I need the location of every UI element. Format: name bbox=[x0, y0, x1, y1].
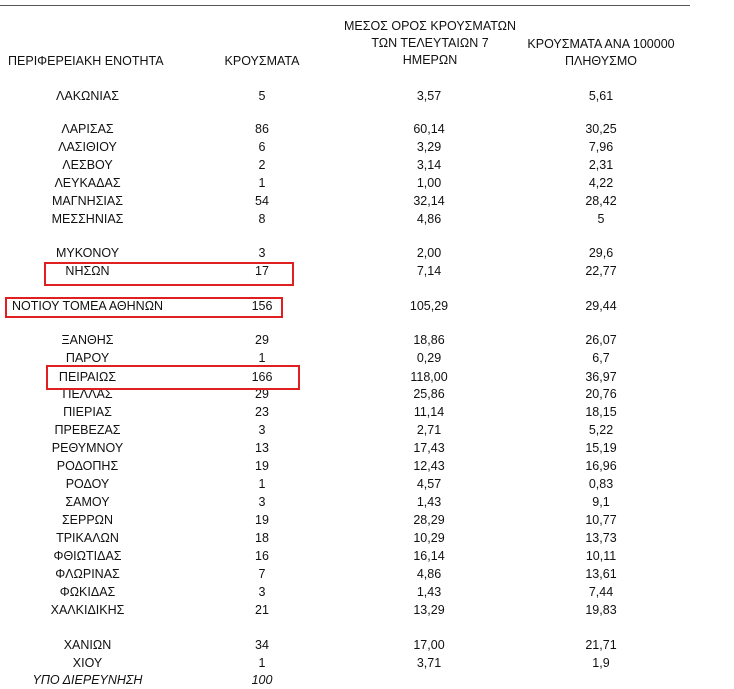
region-cell: ΦΛΩΡΙΝΑΣ bbox=[55, 567, 120, 581]
per100k-cell: 0,83 bbox=[588, 477, 614, 491]
per100k-cell: 5,22 bbox=[588, 423, 614, 437]
cases-cell: 86 bbox=[255, 122, 269, 136]
region-cell: ΣΕΡΡΩΝ bbox=[61, 513, 114, 527]
region-cell: ΥΠΟ ΔΙΕΡΕΥΝΗΣΗ bbox=[32, 673, 143, 687]
table-row bbox=[0, 602, 734, 619]
region-cell: ΠΙΕΡΙΑΣ bbox=[63, 405, 112, 419]
region-cell: ΡΟΔΟΠΗΣ bbox=[56, 459, 119, 473]
table-row bbox=[0, 88, 734, 105]
cases-cell: 29 bbox=[255, 333, 269, 347]
per100k-cell: 29,44 bbox=[585, 299, 617, 313]
region-cell: ΧΑΛΚΙΔΙΚΗΣ bbox=[50, 603, 125, 617]
header-cases: ΚΡΟΥΣΜΑΤΑ bbox=[224, 54, 300, 68]
per100k-cell: 15,19 bbox=[585, 441, 617, 455]
cases-cell: 18 bbox=[255, 531, 269, 545]
cases-cell: 1 bbox=[258, 176, 266, 190]
avg7-cell: 10,29 bbox=[413, 531, 445, 545]
header-avg7 bbox=[335, 18, 525, 69]
per100k-cell: 20,76 bbox=[585, 387, 617, 401]
cases-cell: 1 bbox=[258, 351, 266, 365]
per100k-cell: 1,9 bbox=[592, 656, 610, 670]
table-row bbox=[0, 332, 734, 349]
cases-cell: 3 bbox=[258, 423, 266, 437]
cases-cell: 34 bbox=[255, 638, 269, 652]
table-row bbox=[0, 422, 734, 439]
per100k-cell: 26,07 bbox=[585, 333, 617, 347]
table-row bbox=[0, 139, 734, 156]
cases-cell: 19 bbox=[255, 459, 269, 473]
avg7-cell: 3,57 bbox=[416, 89, 442, 103]
table-row bbox=[0, 637, 734, 654]
table-row bbox=[0, 512, 734, 529]
per100k-cell: 9,1 bbox=[592, 495, 610, 509]
per100k-cell: 10,11 bbox=[585, 549, 617, 563]
avg7-cell: 0,29 bbox=[416, 351, 442, 365]
region-cell: ΠΕΙΡΑΙΩΣ bbox=[58, 370, 117, 384]
region-cell: ΠΑΡΟΥ bbox=[65, 351, 110, 365]
avg7-cell: 25,86 bbox=[413, 387, 445, 401]
cases-cell: 29 bbox=[255, 387, 269, 401]
avg7-cell: 2,71 bbox=[416, 423, 442, 437]
cases-cell: 1 bbox=[258, 656, 266, 670]
avg7-cell: 16,14 bbox=[413, 549, 445, 563]
avg7-cell: 7,14 bbox=[416, 264, 442, 278]
region-cell: ΝΗΣΩΝ bbox=[65, 264, 110, 278]
cases-cell: 3 bbox=[258, 585, 266, 599]
cases-cell: 19 bbox=[255, 513, 269, 527]
cases-cell: 3 bbox=[258, 246, 266, 260]
table-row bbox=[0, 157, 734, 174]
cases-cell: 5 bbox=[258, 89, 266, 103]
table-row bbox=[0, 245, 734, 262]
highlight-box-nison bbox=[44, 262, 294, 286]
per100k-cell: 28,42 bbox=[585, 194, 617, 208]
cases-cell: 23 bbox=[255, 405, 269, 419]
avg7-cell: 4,86 bbox=[416, 567, 442, 581]
header-avg7-line3: ΗΜΕΡΩΝ bbox=[402, 53, 458, 67]
region-cell: ΦΘΙΩΤΙΔΑΣ bbox=[53, 549, 122, 563]
avg7-cell: 60,14 bbox=[413, 122, 445, 136]
avg7-cell: 1,43 bbox=[416, 495, 442, 509]
table-row bbox=[0, 211, 734, 228]
table-row bbox=[0, 494, 734, 511]
avg7-cell: 118,00 bbox=[410, 370, 448, 384]
region-cell: ΛΑΚΩΝΙΑΣ bbox=[56, 89, 119, 103]
per100k-cell: 4,22 bbox=[588, 176, 614, 190]
header-avg7-line2: ΤΩΝ ΤΕΛΕΥΤΑΙΩΝ 7 bbox=[371, 36, 489, 50]
per100k-cell: 19,83 bbox=[585, 603, 617, 617]
avg7-cell: 28,29 bbox=[413, 513, 445, 527]
per100k-cell: 7,44 bbox=[588, 585, 614, 599]
avg7-cell: 11,14 bbox=[413, 405, 445, 419]
per100k-cell: 16,96 bbox=[585, 459, 617, 473]
cases-cell: 13 bbox=[255, 441, 269, 455]
table-row bbox=[0, 193, 734, 210]
per100k-cell: 5 bbox=[597, 212, 605, 226]
cases-cell: 6 bbox=[258, 140, 266, 154]
header-avg7-line1: ΜΕΣΟΣ ΟΡΟΣ ΚΡΟΥΣΜΑΤΩΝ bbox=[343, 19, 517, 33]
per100k-cell: 2,31 bbox=[588, 158, 614, 172]
table-row bbox=[0, 476, 734, 493]
region-cell: ΛΑΡΙΣΑΣ bbox=[61, 122, 114, 136]
region-cell: ΜΕΣΣΗΝΙΑΣ bbox=[51, 212, 124, 226]
region-cell: ΛΕΥΚΑΔΑΣ bbox=[54, 176, 121, 190]
table-row bbox=[0, 404, 734, 421]
region-cell: ΤΡΙΚΑΛΩΝ bbox=[56, 531, 119, 545]
region-cell: ΛΕΣΒΟΥ bbox=[62, 158, 113, 172]
region-cell: ΡΟΔΟΥ bbox=[65, 477, 110, 491]
per100k-cell: 21,71 bbox=[585, 638, 617, 652]
region-cell: ΧΑΝΙΩΝ bbox=[63, 638, 112, 652]
cases-cell: 2 bbox=[258, 158, 266, 172]
cases-cell: 1 bbox=[258, 477, 266, 491]
region-cell: ΜΥΚΟΝΟΥ bbox=[55, 246, 120, 260]
avg7-cell: 1,43 bbox=[416, 585, 442, 599]
avg7-cell: 4,57 bbox=[416, 477, 442, 491]
avg7-cell: 3,29 bbox=[416, 140, 442, 154]
cases-cell: 16 bbox=[255, 549, 269, 563]
region-cell: ΦΩΚΙΔΑΣ bbox=[59, 585, 116, 599]
cases-cell: 8 bbox=[258, 212, 266, 226]
table-row bbox=[0, 530, 734, 547]
table-row bbox=[0, 121, 734, 138]
table-row bbox=[0, 584, 734, 601]
per100k-cell: 13,73 bbox=[585, 531, 617, 545]
avg7-cell: 32,14 bbox=[413, 194, 445, 208]
cases-cell: 100 bbox=[251, 673, 273, 687]
avg7-cell: 12,43 bbox=[413, 459, 445, 473]
region-cell: ΞΑΝΘΗΣ bbox=[61, 333, 114, 347]
avg7-cell: 3,14 bbox=[416, 158, 442, 172]
avg7-cell: 105,29 bbox=[409, 299, 449, 313]
table-row bbox=[0, 548, 734, 565]
cases-cell: 21 bbox=[255, 603, 269, 617]
avg7-cell: 17,43 bbox=[413, 441, 445, 455]
header-per100k-line1: ΚΡΟΥΣΜΑΤΑ ΑΝΑ 100000 bbox=[527, 37, 675, 51]
cases-cell: 17 bbox=[255, 264, 269, 278]
region-cell: ΛΑΣΙΘΙΟΥ bbox=[58, 140, 117, 154]
per100k-cell: 10,77 bbox=[585, 513, 617, 527]
region-cell: ΜΑΓΝΗΣΙΑΣ bbox=[52, 194, 123, 208]
cases-cell: 3 bbox=[258, 495, 266, 509]
table-row bbox=[0, 175, 734, 192]
avg7-cell: 4,86 bbox=[416, 212, 442, 226]
table-row bbox=[0, 440, 734, 457]
highlight-box-peiraios bbox=[46, 365, 300, 390]
per100k-cell: 30,25 bbox=[585, 122, 617, 136]
avg7-cell: 17,00 bbox=[413, 638, 445, 652]
region-cell: ΡΕΘΥΜΝΟΥ bbox=[51, 441, 124, 455]
cases-cell: 166 bbox=[251, 370, 273, 384]
avg7-cell: 3,71 bbox=[416, 656, 442, 670]
region-cell: ΠΕΛΛΑΣ bbox=[62, 387, 113, 401]
region-cell: ΠΡΕΒΕΖΑΣ bbox=[54, 423, 121, 437]
region-cell: ΧΙΟΥ bbox=[72, 656, 103, 670]
avg7-cell: 13,29 bbox=[413, 603, 445, 617]
per100k-cell: 29,6 bbox=[588, 246, 614, 260]
per100k-cell: 7,96 bbox=[588, 140, 614, 154]
cases-cell: 54 bbox=[255, 194, 269, 208]
header-region: ΠΕΡΙΦΕΡΕΙΑΚΗ ΕΝΟΤΗΤΑ bbox=[8, 54, 164, 68]
per100k-cell: 36,97 bbox=[585, 370, 617, 384]
header-per100k-line2: ΠΛΗΘΥΣΜΟ bbox=[565, 54, 637, 68]
per100k-cell: 5,61 bbox=[588, 89, 614, 103]
per100k-cell: 13,61 bbox=[585, 567, 617, 581]
region-cell: ΣΑΜΟΥ bbox=[65, 495, 110, 509]
table-row bbox=[0, 566, 734, 583]
avg7-cell: 18,86 bbox=[413, 333, 445, 347]
avg7-cell: 2,00 bbox=[416, 246, 442, 260]
per100k-cell: 6,7 bbox=[592, 351, 610, 365]
top-rule bbox=[0, 5, 690, 6]
highlight-box-notiou-tomea bbox=[5, 297, 283, 318]
table-row bbox=[0, 655, 734, 672]
per100k-cell: 22,77 bbox=[585, 264, 617, 278]
avg7-cell: 1,00 bbox=[416, 176, 442, 190]
region-cell: ΝΟΤΙΟΥ ΤΟΜΕΑ ΑΘΗΝΩΝ bbox=[12, 299, 164, 313]
cases-cell: 156 bbox=[251, 299, 273, 313]
header-per100k bbox=[515, 36, 687, 70]
table-row-under-investigation bbox=[0, 672, 734, 689]
per100k-cell: 18,15 bbox=[585, 405, 617, 419]
table-row bbox=[0, 458, 734, 475]
cases-cell: 7 bbox=[258, 567, 266, 581]
